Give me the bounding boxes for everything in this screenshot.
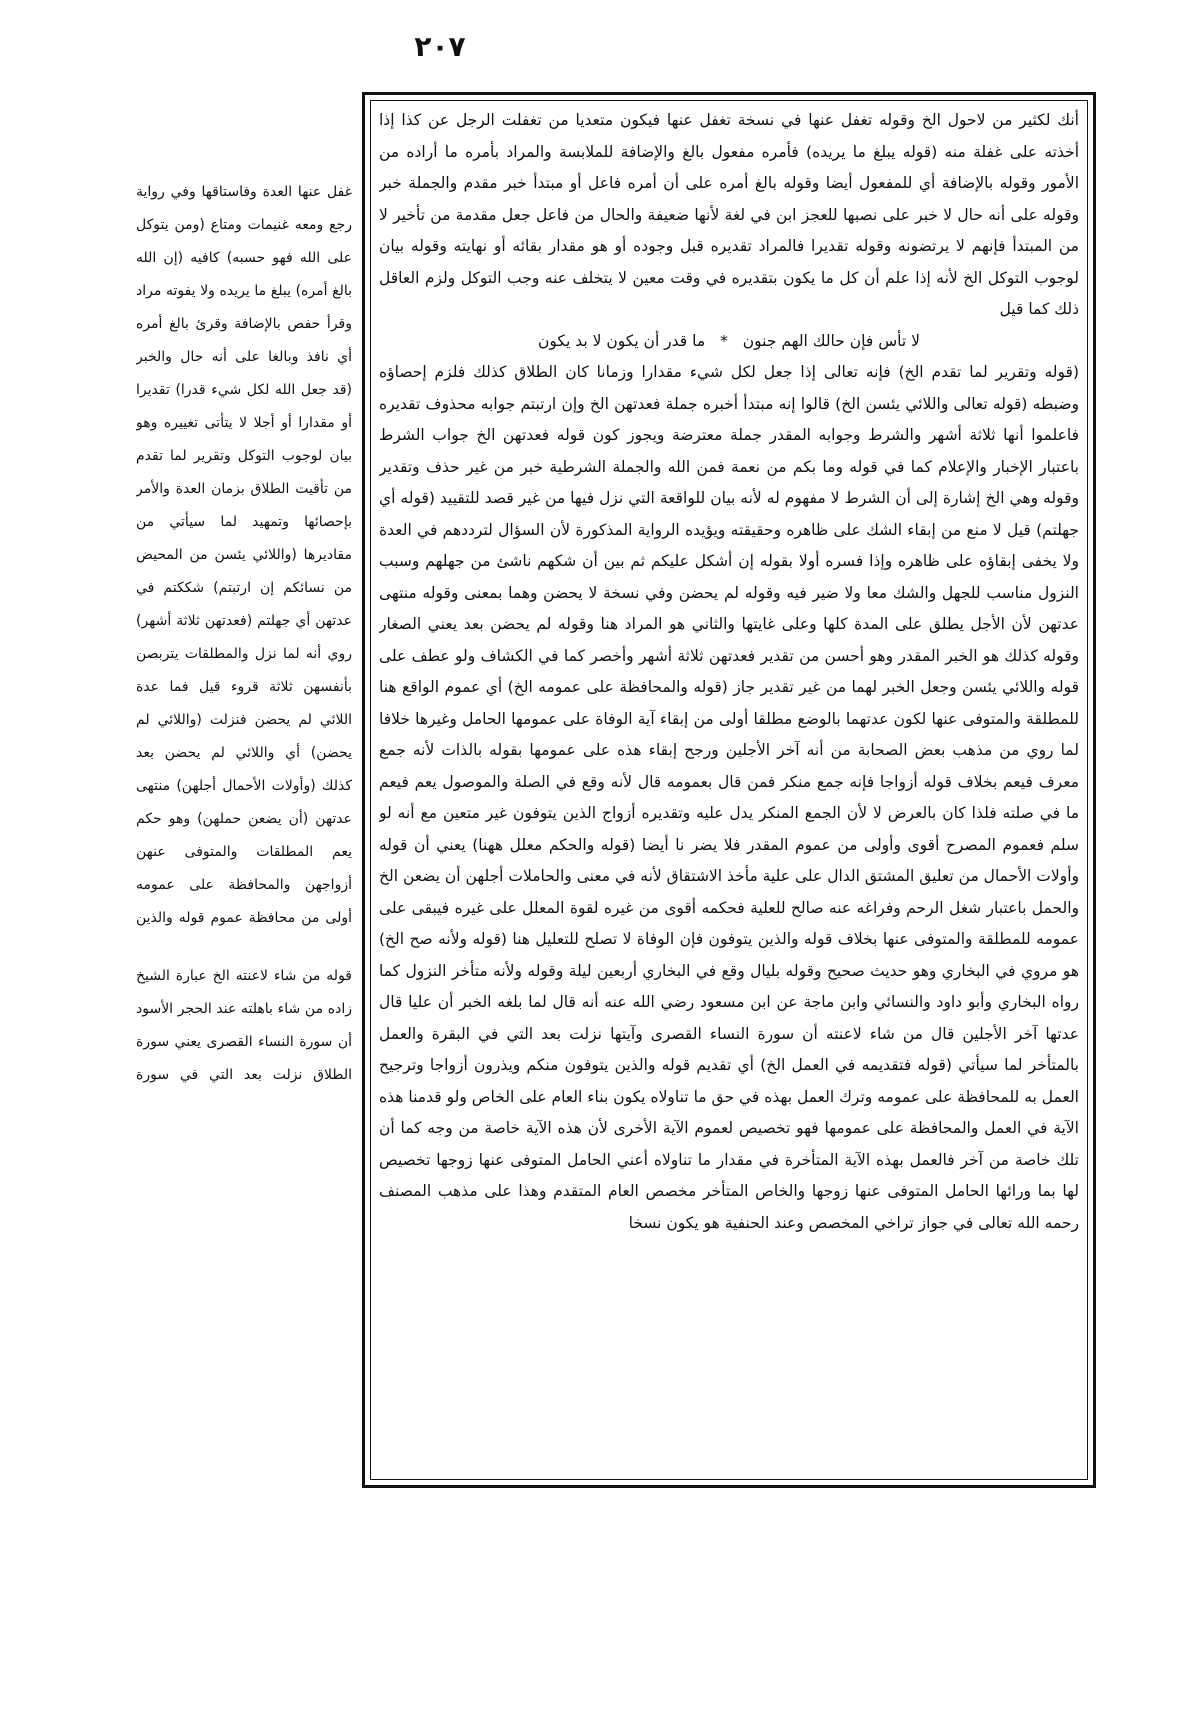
margin-note-bottom — [136, 960, 352, 1090]
margin-note-bottom-text: قوله من شاء لاعنته الخ عبارة الشيخ زاده من شاء باهلته عند الحجر الأسود أن سورة النساء القصرى يعني سورة الطلاق نزلت بعد التي في سورة — [136, 968, 352, 1083]
poetry-verse — [379, 326, 1079, 358]
main-text-body — [379, 105, 1079, 1475]
main-paragraph-1: أنك لكثير من لاحول الخ وقوله تغفل عنها في نسخة تغفل عنها فيكون متعديا من تغفلت الرجل عن كذا إذا أخذته على غفلة منه (قوله يبلغ ما يريده) فأمره مفعول بالغ والإضافة للملابسة والمراد بأمره ما أراده من الأمور وقوله بالإضافة أي للمفعول أيضا وقوله بالغ أمره على أن أمره فاعل أو مبتدأ خبر مقدم والجملة خبر وقوله على أنه حال لا خبر على نصبها للعجز ابن في لغة لأنها ضعيفة والحال من فاعل جعل مقدمة من تأخير لا من المبتدأ فإنهم لا يرتضونه وقوله تقديرا فالمراد تقديره قبل وجوده أو هو مقدار بقائه أو نهايته وقوله بيان لوجوب التوكل الخ لأنه إذا علم أن كل ما يكون بتقديره في وقت معين لا يتخلف عنه وجب التوكل ولزم العاقل ذلك كما قيل — [379, 111, 1079, 318]
star-separator-icon: * — [720, 331, 728, 350]
verse-first-hemistich: لا تأس فإن حالك الهم جنون — [742, 331, 920, 350]
verse-second-hemistich: ما قدر أن يكون لا بد يكون — [538, 331, 706, 350]
main-text-frame — [362, 92, 1096, 1488]
margin-note-top — [136, 176, 352, 934]
main-paragraph-2: (قوله وتقرير لما تقدم الخ) فإنه تعالى إذا جعل لكل شيء مقدارا وزمانا كان الطلاق كذلك فلزم إحصاؤه وضبطه (قوله تعالى واللائي يئسن الخ) قالوا إنه مبتدأ أخبره جملة فعدتهن الخ وإن ارتبتم جوابه محذوف تقديره فاعلموا أنها ثلاثة أشهر والشرط وجوابه المقدر جملة معترضة ويجوز كون قوله فعدتهن الخ جواب الشرط باعتبار الإخبار والإعلام كما في قوله وما بكم من نعمة فمن الله والجملة الشرطية خبر من غير حذف وتقدير وقوله وهي الخ إشارة إلى أن الشرط لا مفهوم له لأنه بيان للواقعة التي نزل فيها من غير قصد للتقييد (قوله أي جهلتم) قيل لا منع من إبقاء الشك على ظاهره وحقيقته ويؤيده الرواية المذكورة لأن السؤال لترددهم في العدة ولا يخفى إبقاؤه على ظاهره وإذا فسره أولا بقوله إن أشكل عليكم ثم بين أن شكهم ناشئ من جهلهم وسبب النزول مناسب للجهل والشك معا ولا ضير فيه وقوله لم يحضن وفي نسخة لا يحضن وهما بمعنى وقوله منتهى عدتهن لأن الأجل يطلق على المدة كلها وعلى غايتها والثاني هو المراد هنا وقوله لم يحضن بعد يعني الصغار وقوله كذلك هو الخبر المقدر وهو أحسن من تقدير فعدتهن ثلاثة أشهر وأخصر كما في الكشاف ولو عطف على قوله واللائي يئسن وجعل الخبر لهما من غير تقدير جاز (قوله والمحافظة على عمومه الخ) أي عموم الواقع هنا للمطلقة والمتوفى عنها لكون عدتهما بالوضع مطلقا أولى من إبقاء آية الوفاة على عمومها الحامل وغيرها خلافا لما روي من مذهب بعض الصحابة من أنه آخر الأجلين ورجح إبقاء هذه على عمومها بقوله بالذات لأنه جمع معرف فيعم بخلاف قوله أزواجا فإنه جمع منكر فمن قال بعمومه قال لأنه وقع في الصلة والموصول يعم فيعم ما في صلته فلذا كان بالعرض لا لأن الجمع المنكر يدل عليه وتقديره أزواج الذين يتوفون غير متعين مع أنه لو سلم فعموم المصرح أقوى وأولى من عموم المقدر فلا يضر نا أيضا (قوله والحكم معلل ههنا) يعني أن قوله وأولات الأحمال من تعليق المشتق الدال على علية مأخذ الاشتقاق لأنه في معنى والحاملات أجلهن أن يضعن الخ والحمل باعتبار شغل الرحم وفراغه عنه صالح للعلية فحكمه أقوى من غيره لقوة المعلل على غيره فيبقى على عمومه للمطلقة والمتوفى عنها بخلاف قوله والذين يتوفون فإن الوفاة لا تصلح للتعليل هنا (قوله ولأنه صح الخ) هو مروي في البخاري وهو حديث صحيح وقوله بليال وقع في البخاري أربعين ليلة وقوله ولأنه متأخر النزول كما رواه البخاري وأبو داود والنسائي وابن ماجة عن ابن مسعود رضي الله عنه أنه قال لما بلغه الخبر أن عليا قال عدتها آخر الأجلين قال من شاء لاعنته أن سورة النساء القصرى وآيتها نزلت بعد التي في البقرة والعمل بالمتأخر لما سيأتي (قوله فتقديمه في العمل الخ) أي تقديم قوله والذين يتوفون منكم ويذرون أزواجا وترجيح العمل به للمحافظة على عمومه وترك العمل بهذه في حق ما تناولاه يكون بناء العام على الخاص ولو قدمنا هذه الآية في العمل والمحافظة على عمومها فهو تخصيص لعموم الآية الأخرى لأن هذه الآية خاصة من وجه كما أن تلك خاصة من آخر فالعمل بهذه الآية المتأخرة في مقدار ما تناولاه أعني الحامل المتوفى عنها زوجها تخصيص لها بما ورائها الحامل المتوفى عنها زوجها والخاص المتأخر مخصص العام المتقدم وهذا على مذهب المصنف رحمه الله تعالى في جواز تراخي المخصص وعند الحنفية هو يكون نسخا — [379, 363, 1079, 1232]
margin-note-top-text: غفل عنها العدة وفاستاقها وفي رواية رجع ومعه غنيمات ومتاع (ومن يتوكل على الله فهو حسبه) كافيه (إن الله بالغ أمره) يبلغ ما يريده ولا يفوته مراد وقرأ حفص بالإضافة وقرئ بالغ أمره أي نافذ وبالغا على أنه حال والخبر (قد جعل الله لكل شيء قدرا) تقديرا أو مقدارا أو أجلا لا يتأتى تغييره وهو بيان لوجوب التوكل وتقرير لما تقدم من تأقيت الطلاق بزمان العدة والأمر بإحصائها وتمهيد لما سيأتي من مقاديرها (واللائي يئسن من المحيض من نسائكم إن ارتبتم) شككتم في عدتهن أي جهلتم (فعدتهن ثلاثة أشهر) روي أنه لما نزل والمطلقات يتربصن بأنفسهن ثلاثة قروء قيل فما عدة اللائي لم يحضن فنزلت (واللائي لم يحضن) أي واللائي لم يحضن بعد كذلك (وأولات الأحمال أجلهن) منتهى عدتهن (أن يضعن حملهن) وهو حكم يعم المطلقات والمتوفى عنهن أزواجهن والمحافظة على عمومه أولى من محافظة عموم قوله والذين — [136, 184, 352, 926]
page-number: ٢٠٧ — [414, 30, 466, 63]
